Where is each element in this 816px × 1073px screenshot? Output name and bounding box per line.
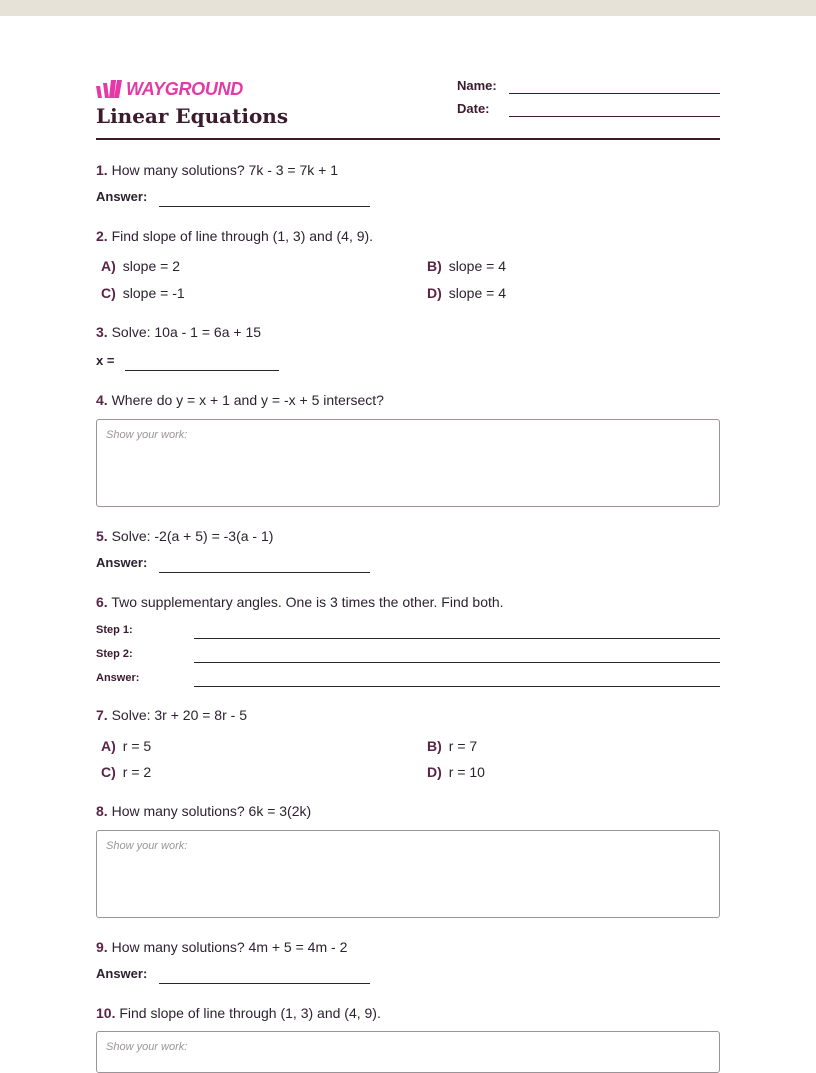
date-field[interactable] (457, 101, 720, 123)
question-10 (96, 1004, 381, 1022)
question-number: 8. (96, 803, 108, 819)
option-letter: D) (427, 285, 442, 301)
option-c[interactable] (96, 763, 151, 781)
step-line[interactable] (194, 662, 720, 663)
question-number: 4. (96, 392, 108, 408)
option-text: r = 2 (122, 764, 152, 780)
question-text: Solve: 3r + 20 = 8r - 5 (111, 707, 247, 723)
question-text: Solve: -2(a + 5) = -3(a - 1) (111, 528, 274, 544)
option-letter: D) (427, 764, 442, 780)
option-c[interactable] (96, 284, 185, 302)
step-label: Step 2: (96, 648, 133, 660)
step-2-field[interactable] (96, 647, 720, 663)
option-letter: C) (101, 764, 116, 780)
answer-line[interactable] (159, 983, 370, 984)
question-4 (96, 391, 384, 409)
answer-label: x = (96, 353, 115, 368)
question-number: 7. (96, 707, 108, 723)
question-number: 3. (96, 324, 108, 340)
option-b[interactable] (422, 737, 477, 755)
step-answer-field[interactable] (96, 671, 720, 687)
question-text: Two supplementary angles. One is 3 times the other. Find both. (111, 594, 504, 610)
option-text: slope = 2 (122, 258, 180, 274)
step-label: Step 1: (96, 624, 133, 636)
option-b[interactable] (422, 257, 506, 275)
question-text: Solve: 10a - 1 = 6a + 15 (111, 324, 262, 340)
question-7 (96, 706, 247, 724)
answer-line[interactable] (125, 370, 279, 371)
question-5 (96, 527, 273, 545)
question-text: Find slope of line through (1, 3) and (4, 9). (111, 228, 374, 244)
date-label: Date: (457, 101, 490, 116)
question-number: 1. (96, 162, 108, 178)
option-letter: B) (427, 258, 442, 274)
question-9 (96, 938, 347, 956)
header-divider (96, 138, 720, 140)
option-text: slope = 4 (448, 258, 506, 274)
answer-field-5[interactable] (96, 553, 370, 573)
answer-label: Answer: (96, 189, 148, 204)
work-placeholder: Show your work: (106, 429, 188, 441)
name-field[interactable] (457, 78, 720, 100)
option-text: r = 5 (122, 738, 152, 754)
option-text: r = 7 (448, 738, 478, 754)
answer-line[interactable] (159, 572, 370, 573)
question-number: 9. (96, 939, 108, 955)
wayground-logo-icon (96, 80, 122, 98)
question-8 (96, 802, 311, 820)
option-letter: A) (101, 738, 116, 754)
step-line[interactable] (194, 686, 720, 687)
option-d[interactable] (422, 284, 506, 302)
page-title: Linear Equations (96, 104, 289, 128)
name-label: Name: (457, 78, 497, 93)
question-number: 5. (96, 528, 108, 544)
question-text: How many solutions? 6k = 3(2k) (111, 803, 312, 819)
question-text: Find slope of line through (1, 3) and (4, 9). (119, 1005, 381, 1021)
option-letter: C) (101, 285, 116, 301)
option-letter: B) (427, 738, 442, 754)
question-text: How many solutions? 4m + 5 = 4m - 2 (111, 939, 348, 955)
step-1-field[interactable] (96, 623, 720, 639)
question-1 (96, 161, 338, 179)
work-box-8[interactable] (96, 830, 720, 918)
brand-name: WAYGROUND (126, 79, 243, 99)
question-number: 6. (96, 594, 108, 610)
answer-field-3[interactable] (96, 351, 279, 371)
answer-field-1[interactable] (96, 187, 370, 207)
brand-logo (96, 79, 243, 99)
question-text: How many solutions? 7k - 3 = 7k + 1 (111, 162, 339, 178)
option-a[interactable] (96, 257, 180, 275)
work-box-10[interactable] (96, 1031, 720, 1073)
work-placeholder: Show your work: (106, 1041, 188, 1053)
question-text: Where do y = x + 1 and y = -x + 5 intersect? (111, 392, 384, 408)
question-6 (96, 593, 504, 611)
question-3 (96, 323, 261, 341)
answer-label: Answer: (96, 966, 148, 981)
work-placeholder: Show your work: (106, 840, 188, 852)
question-number: 10. (96, 1005, 116, 1021)
name-line[interactable] (509, 93, 720, 94)
question-number: 2. (96, 228, 108, 244)
answer-field-9[interactable] (96, 964, 370, 984)
option-a[interactable] (96, 737, 151, 755)
option-letter: A) (101, 258, 116, 274)
option-d[interactable] (422, 763, 485, 781)
step-line[interactable] (194, 638, 720, 639)
option-text: slope = -1 (122, 285, 185, 301)
answer-line[interactable] (159, 206, 370, 207)
work-box-4[interactable] (96, 419, 720, 507)
option-text: slope = 4 (448, 285, 506, 301)
step-label: Answer: (96, 672, 140, 684)
date-line[interactable] (509, 116, 720, 117)
question-2 (96, 227, 373, 245)
option-text: r = 10 (448, 764, 485, 780)
top-bar (0, 0, 816, 16)
answer-label: Answer: (96, 555, 148, 570)
